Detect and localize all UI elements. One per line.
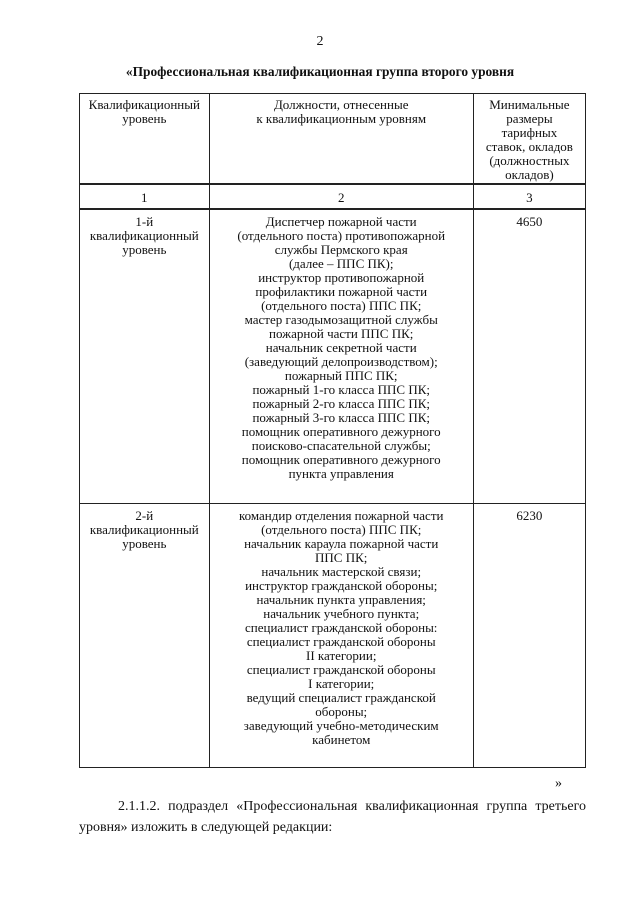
position-line: пожарный 2-го класса ППС ПК;: [252, 396, 430, 411]
position-line: ППС ПК;: [315, 550, 368, 565]
position-line: (заведующий делопроизводством);: [244, 354, 438, 369]
column-number-row: [80, 184, 586, 209]
page-number: 2: [316, 34, 324, 49]
table-row-level-1: [80, 209, 586, 504]
header-level-line: Квалификационный: [88, 97, 200, 112]
position-line: II категории;: [305, 648, 377, 663]
position-line: начальник пункта управления;: [256, 592, 426, 607]
level-line: 1-й: [135, 214, 154, 229]
level-cell: [80, 504, 210, 768]
column-number: 1: [80, 184, 210, 209]
header-positions-line: к квалификационным уровням: [256, 111, 427, 126]
position-line: начальник мастерской связи;: [261, 564, 422, 579]
positions-cell: [209, 504, 473, 768]
header-level: [80, 94, 210, 185]
position-line: пожарный 1-го класса ППС ПК;: [252, 382, 430, 397]
position-line: пожарный 3-го класса ППС ПК;: [252, 410, 430, 425]
header-positions-line: Должности, отнесенные: [273, 97, 409, 112]
position-line: (отдельного поста) противопожарной: [237, 228, 446, 243]
header-salary: [473, 94, 585, 185]
position-line: помощник оперативного дежурного: [241, 424, 441, 439]
position-line: (далее – ППС ПК);: [288, 256, 394, 271]
position-line: службы Пермского края: [274, 242, 408, 257]
position-line: командир отделения пожарной части: [238, 508, 444, 523]
closing-quote: »: [555, 776, 562, 791]
position-line: (отдельного поста) ППС ПК;: [261, 298, 422, 313]
column-number: 3: [473, 184, 585, 209]
position-line: ведущий специалист гражданской: [246, 690, 436, 705]
column-number: 2: [209, 184, 473, 209]
position-line: помощник оперативного дежурного: [241, 452, 441, 467]
level-line: уровень: [122, 536, 167, 551]
position-line: начальник секретной части: [265, 340, 417, 355]
header-salary-line: размеры: [506, 111, 553, 126]
position-line: мастер газодымозащитной службы: [244, 312, 438, 327]
position-line: пункта управления: [288, 466, 394, 481]
position-line: специалист гражданской обороны:: [245, 620, 438, 635]
position-line: инструктор противопожарной: [258, 270, 425, 285]
header-salary-line: (должностных: [489, 153, 570, 168]
header-salary-line: ставок, окладов: [485, 139, 573, 154]
header-level-line: уровень: [122, 111, 167, 126]
header-positions: [209, 94, 473, 185]
level-cell: [80, 209, 210, 504]
salary-cell: 4650: [473, 209, 585, 504]
qualification-table: [79, 93, 586, 768]
position-line: пожарной части ППС ПК;: [269, 326, 414, 341]
position-line: пожарный ППС ПК;: [284, 368, 398, 383]
position-line: I категории;: [308, 676, 375, 691]
header-salary-line: окладов): [505, 167, 554, 182]
positions-cell: [209, 209, 473, 504]
salary-cell: 6230: [473, 504, 585, 768]
table-row-level-2: [80, 504, 586, 768]
level-line: уровень: [122, 242, 167, 257]
level-line: квалификационный: [89, 228, 199, 243]
position-line: начальник караула пожарной части: [244, 536, 439, 551]
position-line: начальник учебного пункта;: [263, 606, 420, 621]
position-line: (отдельного поста) ППС ПК;: [261, 522, 422, 537]
position-line: инструктор гражданской обороны;: [245, 578, 438, 593]
level-line: 2-й: [135, 508, 154, 523]
position-line: обороны;: [315, 704, 368, 719]
position-line: профилактики пожарной части: [255, 284, 428, 299]
position-line: поисково-спасательной службы;: [251, 438, 431, 453]
header-salary-line: тарифных: [501, 125, 558, 140]
section-title: «Профессиональная квалификационная группа второго уровня: [125, 64, 515, 79]
table-header-row: [80, 94, 586, 185]
position-line: кабинетом: [312, 732, 371, 747]
position-line: специалист гражданской обороны: [246, 634, 436, 649]
body-paragraph: 2.1.1.2. подраздел «Профессиональная квалификационная группа третьего уровня» изложить в следующей редакции:: [79, 799, 586, 835]
header-salary-line: Минимальные: [489, 97, 570, 112]
position-line: Диспетчер пожарной части: [265, 214, 417, 229]
position-line: заведующий учебно-методическим: [243, 718, 439, 733]
level-line: квалификационный: [89, 522, 199, 537]
position-line: специалист гражданской обороны: [246, 662, 436, 677]
